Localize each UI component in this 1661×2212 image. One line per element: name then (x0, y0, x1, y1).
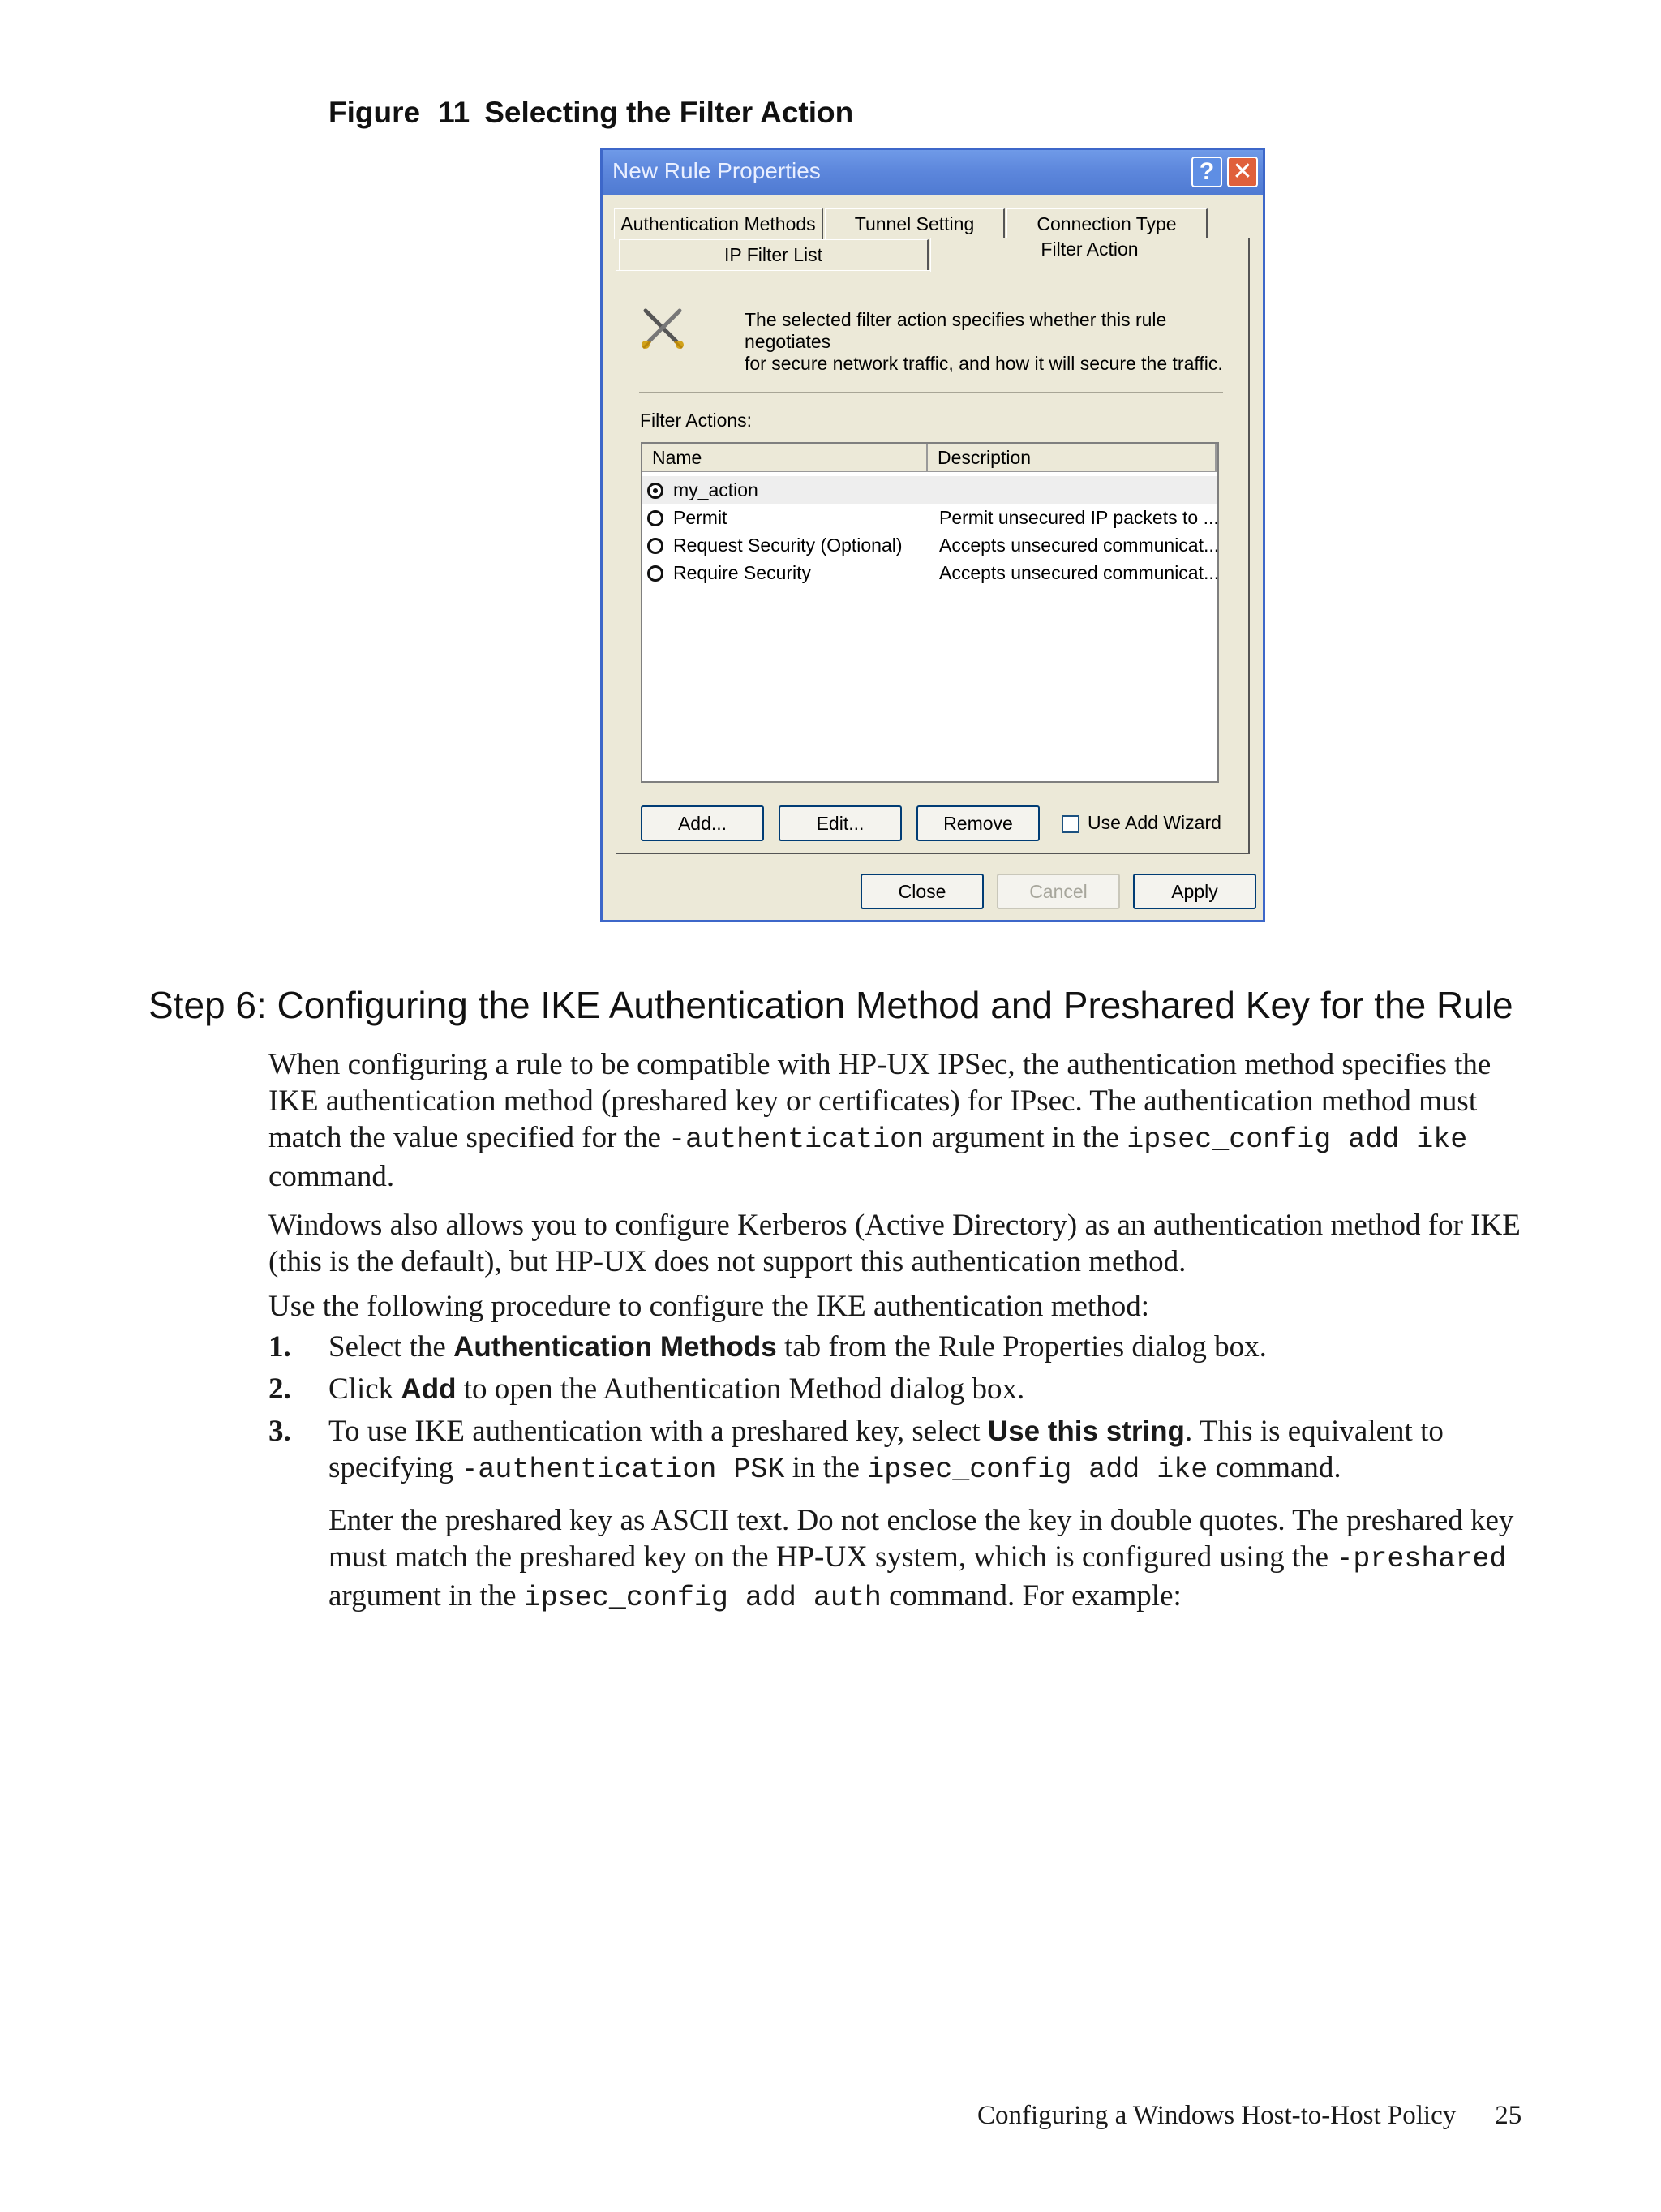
description-line-1: The selected filter action specifies whether this rule negotiates (745, 309, 1167, 352)
filter-action-description (745, 309, 1247, 375)
code-run: -preshared (1336, 1543, 1507, 1575)
figure-caption (328, 96, 853, 130)
edit-button[interactable]: Edit... (779, 805, 902, 841)
list-item-description: Accepts unsecured communicat... (939, 562, 1220, 583)
text-run: . This is equivalent to specifying (328, 1415, 1444, 1484)
ui-label-run: Use this string (987, 1415, 1185, 1447)
column-header-name[interactable]: Name (642, 444, 928, 471)
radio-icon (647, 510, 663, 526)
text-run: tab from the Rule Properties dialog box. (776, 1330, 1267, 1364)
text-run: command. (1208, 1451, 1341, 1484)
filter-actions-list[interactable] (641, 442, 1219, 783)
ui-label-run: Add (401, 1373, 457, 1405)
column-header-description[interactable]: Description (928, 444, 1217, 471)
footer-title: Configuring a Windows Host-to-Host Policy (977, 2101, 1457, 2130)
new-rule-properties-dialog (600, 148, 1265, 922)
panel-separator (639, 392, 1223, 393)
help-button[interactable] (1191, 157, 1222, 187)
list-item-name: my_action (673, 479, 758, 500)
add-button[interactable]: Add... (641, 805, 764, 841)
text-run: to open the Authentication Method dialog box. (456, 1372, 1025, 1406)
tab-tunnel-setting[interactable]: Tunnel Setting (825, 208, 1005, 239)
close-icon: ✕ (1232, 158, 1253, 185)
help-icon: ? (1199, 158, 1215, 185)
list-item-request-security[interactable] (642, 531, 1220, 559)
text-run: Select the (328, 1330, 454, 1364)
code-run: -authentication PSK (461, 1454, 785, 1486)
list-item-require-security[interactable] (642, 559, 1220, 586)
close-window-button[interactable] (1227, 157, 1258, 187)
code-run: ipsec_config add ike (1127, 1123, 1468, 1156)
ui-label-run: Authentication Methods (453, 1331, 777, 1363)
text-run: Click (328, 1372, 401, 1406)
step-number: 3. (268, 1415, 291, 1448)
paragraph-procedure-intro: Use the following procedure to configure the IKE authentication method: (268, 1290, 1150, 1323)
code-run: ipsec_config add auth (523, 1582, 882, 1614)
filter-actions-label: Filter Actions: (640, 410, 753, 431)
figure-label: Figure (328, 96, 421, 129)
apply-button[interactable]: Apply (1133, 874, 1256, 909)
tab-filter-action[interactable]: Filter Action (930, 238, 1250, 272)
radio-icon (647, 538, 663, 554)
text-run: argument in the (328, 1579, 524, 1613)
section-heading: Step 6: Configuring the IKE Authentication Method and Preshared Key for the Rule (148, 984, 1513, 1026)
step-number: 1. (268, 1330, 291, 1364)
list-header (642, 444, 1217, 472)
step-number: 2. (268, 1372, 291, 1406)
dialog-titlebar (603, 150, 1263, 195)
text-run: in the (784, 1451, 868, 1484)
figure-title: Selecting the Filter Action (484, 96, 854, 129)
radio-selected-icon (647, 483, 663, 499)
paragraph-kerberos: Windows also allows you to configure Kerberos (Active Directory) as an authentication method for IKE (this is the default), but HP-UX does not support this authentication method. (268, 1209, 1521, 1278)
cancel-button[interactable]: Cancel (997, 874, 1120, 909)
list-item-name: Require Security (673, 562, 812, 583)
use-add-wizard-label: Use Add Wizard (1088, 812, 1221, 833)
paragraph-authentication-method (268, 1046, 1542, 1195)
text-run: command. For example: (881, 1579, 1182, 1613)
use-add-wizard-checkbox[interactable] (1062, 815, 1079, 833)
text-run: Enter the preshared key as ASCII text. Do not enclose the key in double quotes. The preshared key must match the preshared key on the HP-UX system, which is configured using the (328, 1504, 1514, 1574)
text-run: When configuring a rule to be compatible with HP-UX IPSec, the authentication method specifies the IKE authentication method (preshared key or certificates) for IPsec. The authentication method must match the value specified for the (268, 1048, 1491, 1154)
page-footer (977, 2101, 1522, 2131)
page-number: 25 (1495, 2101, 1522, 2130)
list-item-name: Permit (673, 507, 727, 528)
list-item-name: Request Security (Optional) (673, 535, 903, 556)
list-item-description: Permit unsecured IP packets to ... (939, 507, 1219, 528)
list-item-permit[interactable] (642, 504, 1217, 531)
list-item-description: Accepts unsecured communicat... (939, 535, 1220, 556)
text-run: argument in the (924, 1121, 1127, 1154)
description-line-2: for secure network traffic, and how it will secure the traffic. (745, 353, 1223, 374)
code-run: -authentication (668, 1123, 925, 1156)
figure-number: 11 (438, 96, 470, 129)
filter-action-icon (639, 306, 686, 353)
dialog-title: New Rule Properties (612, 158, 821, 183)
list-item-my-action[interactable] (642, 476, 1217, 504)
close-button[interactable]: Close (861, 874, 984, 909)
tab-ip-filter-list[interactable]: IP Filter List (619, 239, 929, 270)
code-run: ipsec_config add ike (867, 1454, 1208, 1486)
radio-icon (647, 565, 663, 582)
tab-authentication-methods[interactable]: Authentication Methods (614, 208, 823, 239)
remove-button[interactable]: Remove (916, 805, 1040, 841)
text-run: command. (268, 1160, 395, 1193)
text-run: To use IKE authentication with a preshared key, select (328, 1415, 988, 1448)
tab-connection-type[interactable]: Connection Type (1006, 208, 1208, 239)
